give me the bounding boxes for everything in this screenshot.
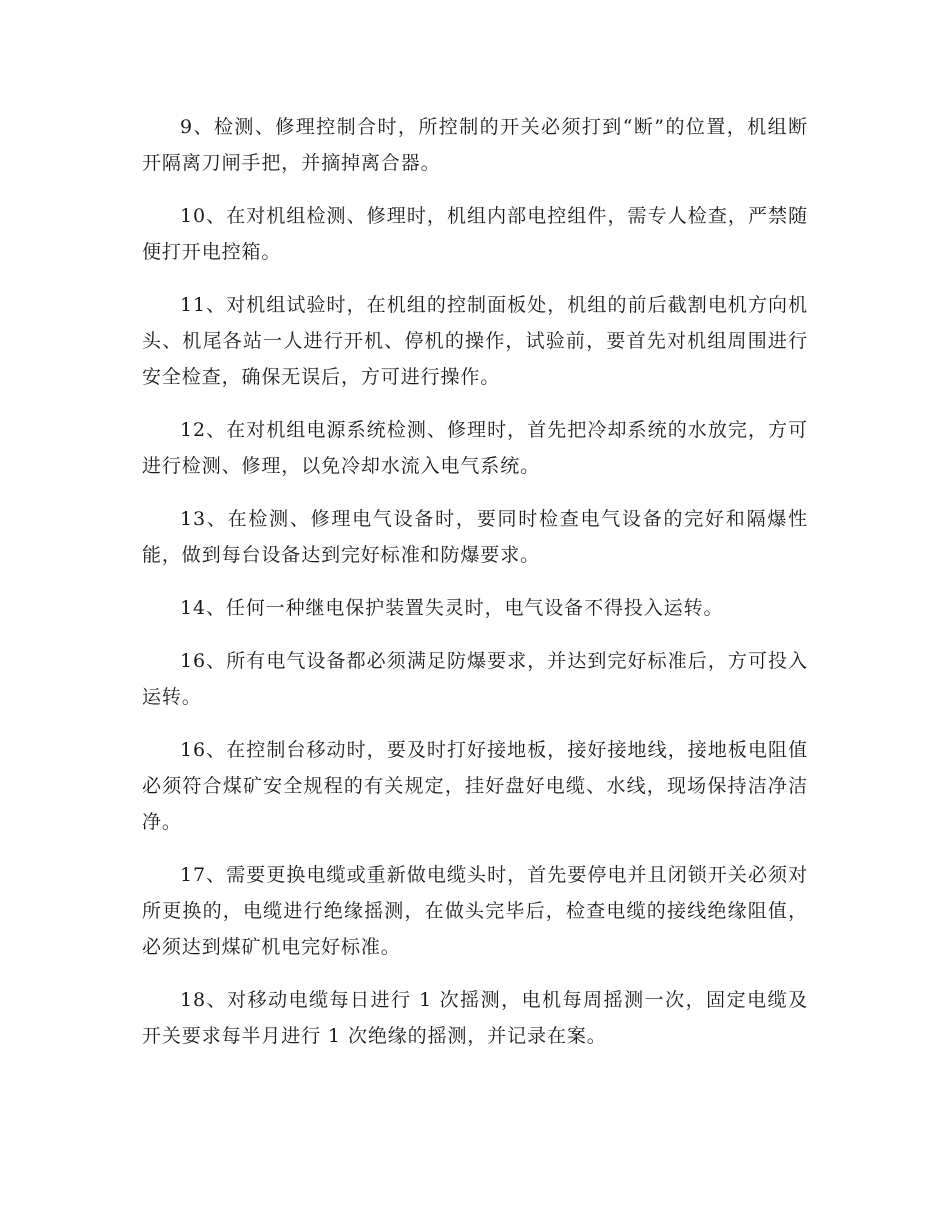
paragraph-item-16a: 16、所有电气设备都必须满足防爆要求，并达到完好标准后，方可投入运转。 (142, 650, 808, 708)
paragraph-item-10: 10、在对机组检测、修理时，机组内部电控组件，需专人检查，严禁随便打开电控箱。 (142, 205, 808, 263)
paragraph-item-12: 12、在对机组电源系统检测、修理时，首先把冷却系统的水放完，方可进行检测、修理，以免冷却水流入电气系统。 (142, 419, 808, 477)
paragraph-item-9: 9、检测、修理控制合时，所控制的开关必须打到“断”的位置，机组断开隔离刀闸手把，并摘掉离合器。 (142, 116, 808, 174)
paragraph-item-16b: 16、在控制台移动时，要及时打好接地板，接好接地线，接地板电阻值必须符合煤矿安全规程的有关规定，挂好盘好电缆、水线，现场保持洁净洁净。 (142, 739, 808, 833)
paragraph-item-13: 13、在检测、修理电气设备时，要同时检查电气设备的完好和隔爆性能，做到每台设备达到完好标准和防爆要求。 (142, 508, 808, 566)
paragraph-item-11: 11、对机组试验时，在机组的控制面板处，机组的前后截割电机方向机头、机尾各站一人进行开机、停机的操作，试验前，要首先对机组周围进行安全检查，确保无误后，方可进行操作。 (142, 294, 808, 388)
document-body (142, 109, 808, 1071)
paragraph-item-18: 18、对移动电缆每日进行 1 次摇测，电机每周摇测一次，固定电缆及开关要求每半月进行 1 次绝缘的摇测，并记录在案。 (142, 989, 808, 1047)
paragraph-item-17: 17、需要更换电缆或重新做电缆头时，首先要停电并且闭锁开关必须对所更换的，电缆进行绝缘摇测，在做头完毕后，检查电缆的接线绝缘阻值，必须达到煤矿机电完好标准。 (142, 864, 808, 958)
paragraph-item-14: 14、任何一种继电保护装置失灵时，电气设备不得投入运转。 (180, 597, 724, 619)
